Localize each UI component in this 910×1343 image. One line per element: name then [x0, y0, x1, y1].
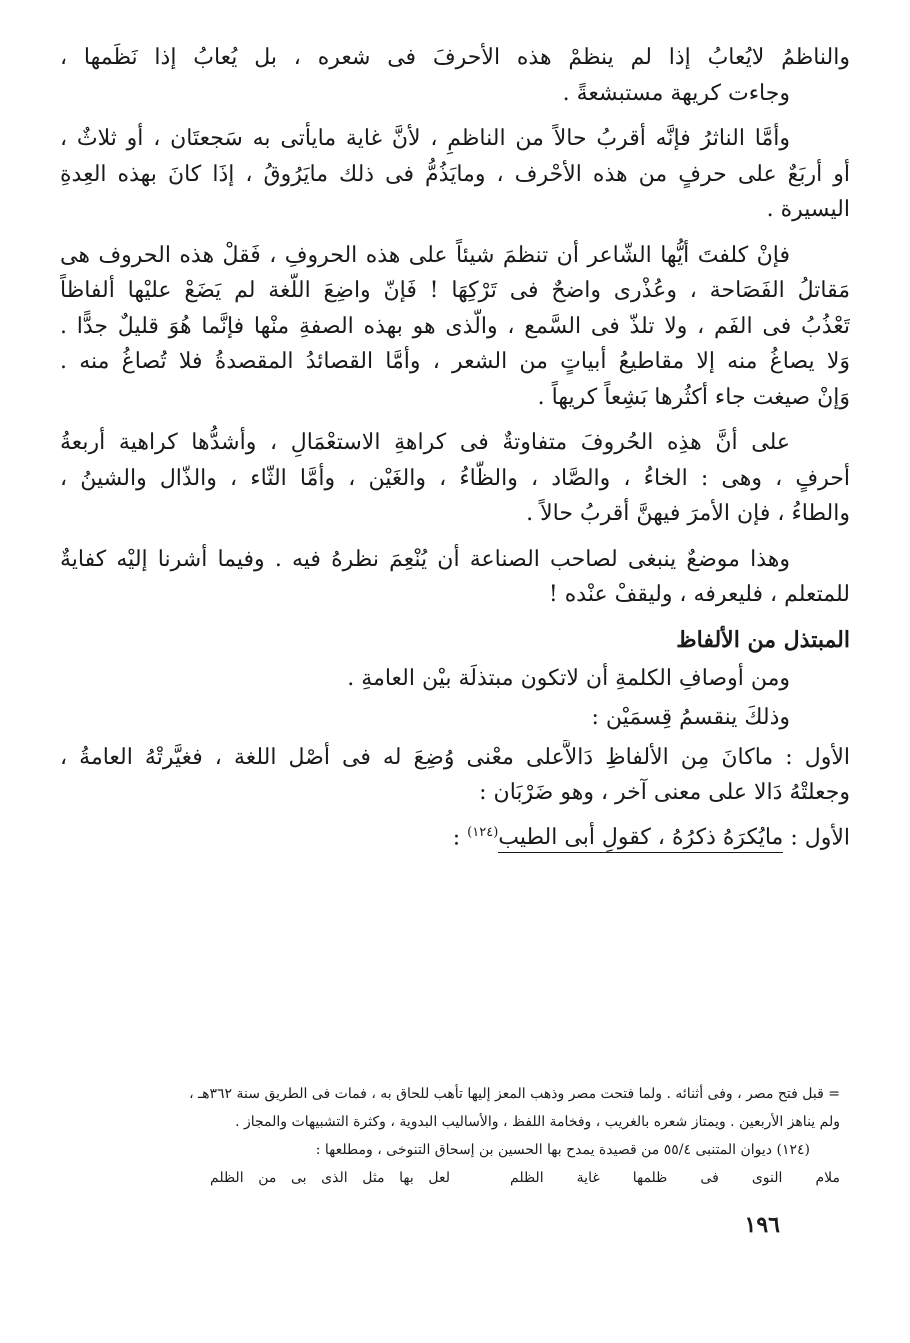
text-line: فإنْ كلفتَ أيُّها الشّاعر أن تنظمَ شيئاً على هذه الحروفِ ، فَقلْ هذه الحروف هى — [60, 242, 790, 268]
quote-lead: الأول : — [783, 824, 850, 850]
text-line: وَلا يصاغُ منه إلا مقاطيعُ أبياتٍ من الشعر ، وأمَّا القصائدُ المقصدةُ فلا تُصاغُ منه . — [60, 349, 850, 374]
footnote-line: ولم يناهز الأربعين . ويمتاز شعره بالغريب ، وفخامة اللفظ ، والأساليب البدوية ، وكثرة التشبيهات والمجاز . — [235, 1114, 840, 1130]
text-line: ومن أوصافِ الكلمةِ أن لاتكون مبتذلَة بيْن العامةِ . — [347, 665, 790, 691]
text-line: وجاءت كريهة مستبشعةً . — [562, 80, 790, 106]
page-number: ١٩٦ — [744, 1212, 780, 1238]
footnote-line: = قبل فتح مصر ، وفى أثنائه . ولما فتحت مصر وذهب المعز إليها تأهب للحاق به ، فمات فى الطريق سنة ٣٦٢هـ ، — [189, 1086, 840, 1102]
text-line: وَإنْ صيغت جاء أكثُرها بَشِعاً كريهاً . — [537, 384, 850, 410]
text-line: وذلكَ ينقسمُ قِسمَيْن : — [591, 705, 790, 730]
text-line: للمتعلم ، فليعرفه ، وليقفْ عنْده ! — [548, 582, 850, 607]
text-line: والطاءُ ، فإن الأمرَ فيهنَّ أقربُ حالاً . — [526, 501, 850, 526]
footnotes — [70, 1080, 840, 1192]
main-text — [60, 40, 850, 853]
footnote-124: (١٢٤) ديوان المتنبى ٥٥/٤ من قصيدة يمدح بها الحسين بن إسحاق التنوخى ، ومطلعها : — [315, 1142, 810, 1158]
quote-intro-line — [60, 815, 850, 853]
text-line: اليسيرة . — [766, 197, 850, 222]
text-line: أو أربَعٌ على حرفٍ من هذه الأحْرف ، ومايَذُمُّ فى ذلك مايَرُوقُ ، إذَا كانَ بهذه العِدةِ — [60, 161, 850, 187]
section-heading: المبتذل من الألفاظ — [676, 626, 850, 653]
footnote-reference: (١٢٤) — [467, 824, 499, 840]
text-line: الأول : ماكانَ مِن الألفاظِ دَالاًّعلى معْنى وُضِعَ له فى أصْل اللغة ، فغيَّرتْهُ العامةُ ، — [60, 744, 850, 770]
text-line: تَعْذُبُ فى الفَم ، ولا تلذّ فى السَّمع ، والّذى هو بهذه الصفةِ منْها فإنَّما هُوَ قليلٌ جدًّا . — [60, 313, 850, 339]
text-line: والناظمُ لايُعابُ إذا لم ينظمْ هذه الأحرفَ فى شعره ، بل يُعابُ إذا نَظَمها ، — [60, 45, 850, 70]
text-line: وهذا موضعٌ ينبغى لصاحب الصناعة أن يُنْعِمَ نظرهُ فيه . وفيما أشرنا إليْه كفايةٌ — [60, 546, 790, 572]
text-line: على أنَّ هذِه الحُروفَ متفاوتةٌ فى كراهةِ الاستعْمَالِ ، وأشدُّها كراهية أربعةُ — [60, 430, 790, 455]
text-line: وأمَّا الناثرُ فإنَّه أقربُ حالاً من الناظمِ ، لأنَّ غاية مايأتى به سَجعتَان ، أو ثلاثٌ ، — [60, 126, 790, 151]
verse-second-hemistich: لعل بها مثل الذى بى من الظلم — [210, 1170, 450, 1186]
quote-underlined-text: مايُكرَهُ ذكرُهُ ، كقولِ أبى الطيب — [498, 825, 783, 853]
text-line: وجعلتْهُ دَالا على معنى آخر ، وهو ضَرْبَان : — [479, 780, 850, 805]
footnote-verse — [70, 1164, 840, 1192]
quote-tail: : — [452, 824, 468, 850]
verse-first-hemistich: ملام النوى فى ظلمها غاية الظلم — [510, 1170, 840, 1186]
text-line: أحرفٍ ، وهى : الخاءُ ، والصَّاد ، والظَّاءُ ، والغَيْن ، وأمَّا الثّاء ، والذّال والشينُ ، — [60, 465, 850, 491]
text-line: مَقاتلُ الفَصَاحة ، وعُذْرى واضحٌ فى تَرْكِهَا ! فَإنّ واضِعَ اللُّغة لم يَضَعْ عليْها ألفاظاً — [60, 278, 850, 303]
